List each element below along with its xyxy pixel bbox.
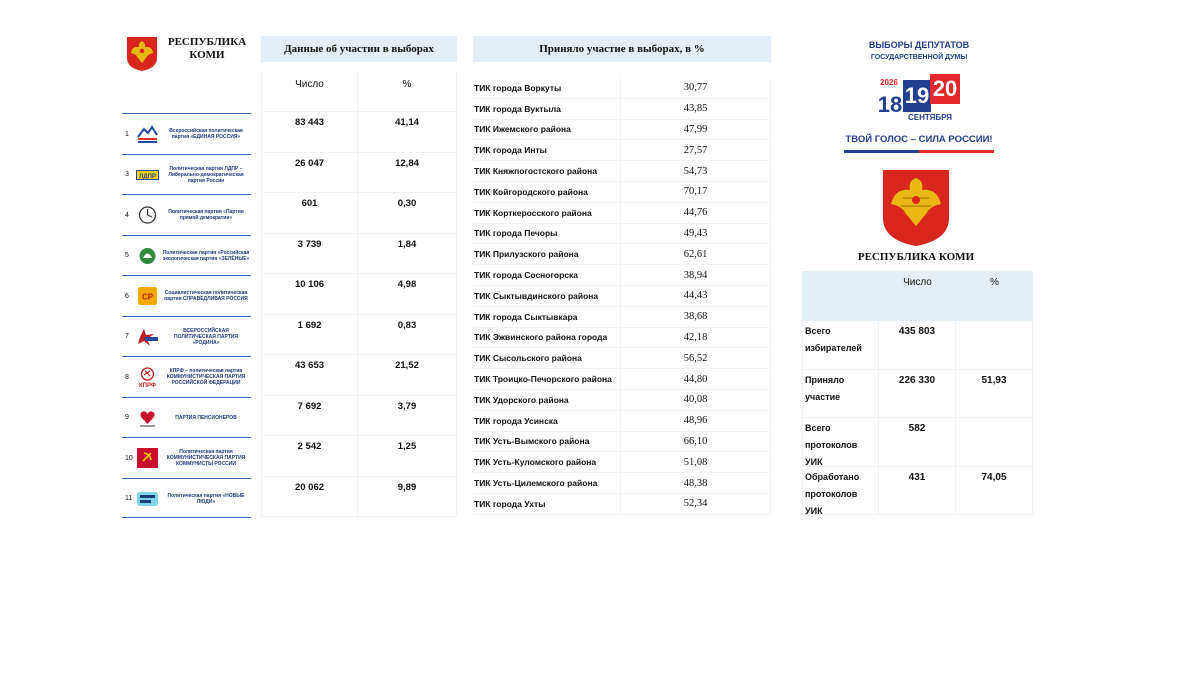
tik-value: 52,34 xyxy=(621,494,771,514)
slogan-underline xyxy=(844,150,994,153)
party-number: 11 xyxy=(125,495,133,502)
percent-cell xyxy=(956,418,1033,466)
table-row xyxy=(261,396,457,437)
count-cell: 10 106 xyxy=(261,274,358,314)
party-name: Политическая партия «Российская экологическая партия «ЗЕЛЁНЫЕ» xyxy=(162,249,250,262)
table-row xyxy=(473,78,771,99)
party-row xyxy=(122,194,251,235)
tik-name: ТИК города Ухты xyxy=(473,494,621,514)
table-row xyxy=(261,355,457,396)
region-header xyxy=(126,36,250,74)
percent-cell: 1,84 xyxy=(358,234,457,274)
tik-value: 42,18 xyxy=(621,328,771,348)
table-row xyxy=(473,390,771,411)
svg-text:ЛДПР: ЛДПР xyxy=(139,173,156,180)
election-day-2: 19 xyxy=(903,80,931,112)
table-row xyxy=(473,432,771,453)
direct-democracy-logo-icon xyxy=(136,204,159,226)
table-row xyxy=(261,112,457,153)
tik-name: ТИК Корткеросского района xyxy=(473,203,621,223)
pensioners-logo-icon xyxy=(136,407,159,429)
column-header-percent: % xyxy=(990,277,999,288)
election-year: 2026 xyxy=(880,78,898,87)
percent-cell: 41,14 xyxy=(358,112,457,152)
party-row xyxy=(122,397,251,438)
percent-cell: 4,98 xyxy=(358,274,457,314)
tik-name: ТИК города Инты xyxy=(473,140,621,160)
tik-value: 38,68 xyxy=(621,307,771,327)
table-row xyxy=(473,328,771,349)
tik-name: ТИК Ижемского района xyxy=(473,120,621,140)
tik-name: ТИК Троицко-Печорского района xyxy=(473,369,621,389)
tik-name: ТИК Койгородского района xyxy=(473,182,621,202)
party-number: 8 xyxy=(125,373,129,381)
party-number: 3 xyxy=(125,171,129,178)
percent-cell: 0,83 xyxy=(358,315,457,355)
tik-value: 38,94 xyxy=(621,265,771,285)
table-row xyxy=(473,265,771,286)
table-row xyxy=(473,452,771,473)
percent-cell: 3,79 xyxy=(358,396,457,436)
count-cell: 601 xyxy=(261,193,358,233)
party-name: Политическая партия КОММУНИСТИЧЕСКАЯ ПАРТИЯ КОММУНИСТЫ РОССИИ xyxy=(166,449,246,467)
party-row xyxy=(122,275,251,316)
tik-value: 48,96 xyxy=(621,411,771,431)
election-day-1: 18 xyxy=(877,92,903,117)
party-name: КПРФ – политическая партия КОММУНИСТИЧЕСКАЯ ПАРТИЯ РОССИЙСКОЙ ФЕДЕРАЦИИ xyxy=(166,368,246,386)
row-label: Приняло участие xyxy=(802,370,879,418)
tik-value: 40,08 xyxy=(621,390,771,410)
tik-name: ТИК Сысольского района xyxy=(473,348,621,368)
table-row xyxy=(473,244,771,265)
column-header-count: Число xyxy=(261,72,358,111)
row-label: Всего избирателей xyxy=(802,321,879,369)
party-row xyxy=(122,235,251,276)
party-row xyxy=(122,437,251,478)
party-list xyxy=(122,113,251,518)
fair-russia-logo-icon xyxy=(136,285,159,307)
table-row xyxy=(802,370,1033,419)
tik-name: ТИК Усть-Вымского района xyxy=(473,432,621,452)
party-row xyxy=(122,113,251,154)
tik-name: ТИК Усть-Куломского района xyxy=(473,452,621,472)
komi-coat-of-arms-icon xyxy=(126,36,158,72)
party-name: Политическая партия «НОВЫЕ ЛЮДИ» xyxy=(167,492,245,505)
region-title: РЕСПУБЛИКА КОМИ xyxy=(167,36,247,61)
kprf-logo-icon xyxy=(136,366,159,388)
rodina-logo-icon xyxy=(136,326,159,348)
table-row xyxy=(473,161,771,182)
table-row xyxy=(261,315,457,356)
count-cell: 582 xyxy=(879,418,956,466)
united-russia-logo-icon xyxy=(136,123,159,145)
table-row xyxy=(473,494,771,515)
column-header-count: Число xyxy=(903,277,932,288)
election-logo-line2: ГОСУДАРСТВЕННОЙ ДУМЫ xyxy=(870,54,968,61)
row-label: Всего протоколов УИК xyxy=(802,418,879,466)
tik-value: 70,17 xyxy=(621,182,771,202)
communists-russia-logo-icon xyxy=(136,447,159,469)
percent-cell: 74,05 xyxy=(956,467,1033,515)
table-row xyxy=(802,418,1033,467)
party-number: 6 xyxy=(125,292,129,300)
percent-cell: 9,89 xyxy=(358,477,457,517)
party-number: 5 xyxy=(125,252,129,259)
table-row xyxy=(473,411,771,432)
tik-name: ТИК Сыктывдинского района xyxy=(473,286,621,306)
party-name: Политическая партия ЛДПР – Либерально-демократическая партия России xyxy=(168,165,244,184)
table-row xyxy=(473,307,771,328)
election-day-3: 20 xyxy=(930,74,960,104)
party-row xyxy=(122,356,251,397)
table-row xyxy=(473,99,771,120)
table-row xyxy=(261,436,457,477)
tik-value: 47,99 xyxy=(621,120,771,140)
tik-name: ТИК Княжпогостского района xyxy=(473,161,621,181)
tik-name: ТИК города Усинска xyxy=(473,411,621,431)
party-number: 7 xyxy=(125,333,129,340)
table-row xyxy=(261,193,457,234)
summary-table xyxy=(802,271,1033,515)
tik-name: ТИК Эжвинского района города xyxy=(473,328,621,348)
table-row xyxy=(261,477,457,518)
count-cell: 43 653 xyxy=(261,355,358,395)
tik-value: 54,73 xyxy=(621,161,771,181)
percent-cell xyxy=(956,321,1033,369)
table-header xyxy=(261,72,457,112)
tik-name: ТИК города Вуктыла xyxy=(473,99,621,119)
tik-value: 43,85 xyxy=(621,99,771,119)
table-row xyxy=(473,182,771,203)
table-row xyxy=(261,274,457,315)
table-row xyxy=(473,203,771,224)
party-name: Всероссийская политическая партия «ЕДИНАЯ РОССИЯ» xyxy=(169,128,243,140)
count-cell: 1 692 xyxy=(261,315,358,355)
table-row xyxy=(473,120,771,141)
percent-cell: 1,25 xyxy=(358,436,457,476)
count-cell: 83 443 xyxy=(261,112,358,152)
table-row xyxy=(802,467,1033,516)
table-row xyxy=(261,234,457,275)
party-row xyxy=(122,154,251,195)
party-name: ПАРТИЯ ПЕНСИОНЕРОВ xyxy=(175,414,237,421)
table-row xyxy=(261,153,457,194)
tik-name: ТИК Удорского района xyxy=(473,390,621,410)
party-name: Политическая партия «Партия прямой демократии» xyxy=(168,209,244,221)
table-row xyxy=(802,321,1033,370)
ldpr-logo-icon xyxy=(136,164,159,186)
election-logo-line1: ВЫБОРЫ ДЕПУТАТОВ xyxy=(868,40,970,50)
party-number: 9 xyxy=(125,414,129,421)
election-logo xyxy=(836,38,1002,154)
percent-cell: 0,30 xyxy=(358,193,457,233)
tik-value: 30,77 xyxy=(621,78,771,98)
count-cell: 20 062 xyxy=(261,477,358,517)
tik-value: 44,76 xyxy=(621,203,771,223)
table-row xyxy=(473,224,771,245)
tik-value: 44,43 xyxy=(621,286,771,306)
tik-value: 48,38 xyxy=(621,473,771,493)
count-cell: 226 330 xyxy=(879,370,956,418)
party-row xyxy=(122,316,251,357)
column-header-percent: % xyxy=(358,72,457,111)
table-row xyxy=(473,348,771,369)
participation-table xyxy=(261,72,457,517)
count-cell: 3 739 xyxy=(261,234,358,274)
tik-name: ТИК города Печоры xyxy=(473,224,621,244)
row-label: Обработано протоколов УИК xyxy=(802,467,879,515)
election-month: СЕНТЯБРЯ xyxy=(908,113,953,122)
new-people-logo-icon xyxy=(136,488,159,510)
tik-name: ТИК города Сыктывкара xyxy=(473,307,621,327)
party-number: 4 xyxy=(125,211,129,219)
count-cell: 431 xyxy=(879,467,956,515)
column-header-empty xyxy=(802,271,879,321)
party-row xyxy=(122,478,251,519)
tik-value: 51,08 xyxy=(621,452,771,472)
tik-value: 44,80 xyxy=(621,369,771,389)
table-row xyxy=(473,473,771,494)
region-caption: РЕСПУБЛИКА КОМИ xyxy=(857,251,975,263)
svg-text:КПРФ: КПРФ xyxy=(138,383,157,388)
table-row xyxy=(473,369,771,390)
tik-value: 66,10 xyxy=(621,432,771,452)
percent-cell: 51,93 xyxy=(956,370,1033,418)
table-row xyxy=(473,286,771,307)
komi-coat-of-arms-icon xyxy=(881,168,951,248)
count-cell: 435 803 xyxy=(879,321,956,369)
participation-title: Данные об участии в выборах xyxy=(261,36,457,62)
table-header xyxy=(802,271,1033,321)
percent-cell: 21,52 xyxy=(358,355,457,395)
turnout-table xyxy=(473,78,771,515)
tik-value: 56,52 xyxy=(621,348,771,368)
percent-cell: 12,84 xyxy=(358,153,457,193)
svg-text:СР: СР xyxy=(141,292,154,302)
turnout-title: Приняло участие в выборах, в % xyxy=(473,36,771,62)
election-slogan: ТВОЙ ГОЛОС – СИЛА РОССИИ! xyxy=(845,134,993,145)
table-row xyxy=(473,140,771,161)
tik-value: 62,61 xyxy=(621,244,771,264)
party-number: 10 xyxy=(125,454,133,462)
count-cell: 26 047 xyxy=(261,153,358,193)
party-number: 1 xyxy=(125,130,129,138)
tik-value: 49,43 xyxy=(621,224,771,244)
tik-name: ТИК города Воркуты xyxy=(473,78,621,98)
greens-logo-icon xyxy=(136,245,159,267)
tik-value: 27,57 xyxy=(621,140,771,160)
party-name: ВСЕРОССИЙСКАЯ ПОЛИТИЧЕСКАЯ ПАРТИЯ «РОДИНА» xyxy=(174,327,238,346)
tik-name: ТИК Прилузского района xyxy=(473,244,621,264)
party-name: Социалистическая политическая партия СПРАВЕДЛИВАЯ РОССИЯ xyxy=(164,290,248,302)
count-cell: 2 542 xyxy=(261,436,358,476)
tik-name: ТИК города Сосногорска xyxy=(473,265,621,285)
tik-name: ТИК Усть-Цилемского района xyxy=(473,473,621,493)
count-cell: 7 692 xyxy=(261,396,358,436)
